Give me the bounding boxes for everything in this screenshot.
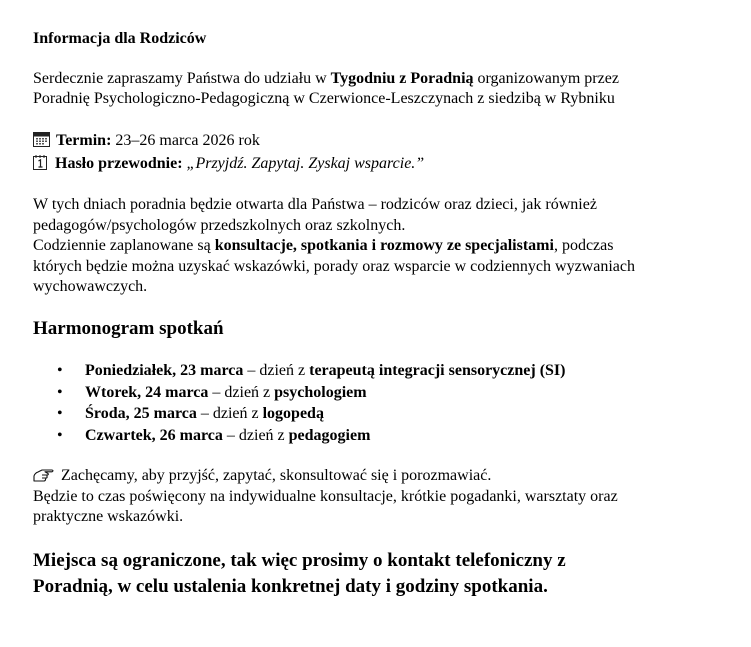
schedule-item (33, 403, 565, 425)
description-highlight: konsultacje, spotkania i rozmowy ze specjalistami (214, 237, 554, 254)
notice-paragraph (33, 548, 566, 600)
bullet: • (57, 426, 63, 444)
schedule-separator: – dzień z (222, 426, 289, 444)
schedule-heading: Harmonogram spotkań (33, 318, 224, 339)
bullet: • (57, 383, 63, 401)
bullet: • (57, 362, 63, 379)
intro-paragraph (33, 69, 619, 109)
description-paragraph (33, 195, 635, 298)
termin-value: 23–26 marca 2026 rok (111, 132, 260, 149)
termin-line (33, 131, 260, 151)
schedule-separator: – dzień z (196, 405, 263, 422)
termin-label: Termin: (56, 132, 112, 149)
encourage-line-1 (33, 466, 618, 487)
schedule-specialist: logopedą (262, 405, 324, 422)
schedule-specialist: pedagogiem (288, 426, 371, 444)
document-title: Informacja dla Rodziców (33, 30, 207, 47)
schedule-item (33, 425, 565, 447)
description-line-3 (33, 236, 635, 257)
intro-line-1 (33, 69, 619, 89)
description-line-4: których będzie można uzyskać wskazówki, porady oraz wsparcie w codziennych wyzwaniach (33, 257, 635, 275)
intro-text: organizowanym przez (473, 70, 619, 87)
notice-line-1: Miejsca są ograniczone, tak więc prosimy o kontakt telefoniczny z (33, 550, 566, 571)
schedule-specialist: terapeutą integracji sensorycznej (SI) (309, 362, 566, 379)
schedule-day: Poniedziałek, 23 marca (85, 362, 244, 379)
description-line-5: wychowawczych. (33, 278, 148, 295)
encourage-text: Zachęcamy, aby przyjść, zapytać, skonsultować się i porozmawiać. (57, 467, 492, 484)
haslo-label: Hasło przewodnie: (55, 155, 183, 172)
notice-line-2: Poradnią, w celu ustalenia konkretnej daty i godziny spotkania. (33, 576, 548, 597)
schedule-day: Wtorek, 24 marca (85, 383, 209, 401)
description-line-2: pedagogów/psychologów przedszkolnych oraz szkolnych. (33, 216, 406, 234)
calendar-page-icon (33, 155, 47, 170)
schedule-day: Czwartek, 26 marca (85, 426, 223, 444)
encourage-line-3: praktyczne wskazówki. (33, 508, 184, 525)
schedule-specialist: psychologiem (274, 383, 367, 401)
schedule-item (33, 360, 565, 382)
bullet: • (57, 405, 63, 422)
description-text: Codziennie zaplanowane są (33, 237, 215, 254)
schedule-list (33, 360, 565, 446)
encourage-paragraph (33, 466, 618, 528)
description-line-1: W tych dniach poradnia będzie otwarta dla Państwa – rodziców oraz dzieci, jak również (33, 196, 597, 213)
schedule-item (33, 382, 565, 404)
encourage-line-2: Będzie to czas poświęcony na indywidualne konsultacje, krótkie pogadanki, warsztaty oraz (33, 487, 618, 505)
intro-line-2: Poradnię Psychologiczno-Pedagogiczną w Czerwionce-Leszczynach z siedzibą w Rybniku (33, 90, 615, 107)
calendar-icon (33, 132, 50, 147)
event-name: Tygodniu z Poradnią (330, 70, 474, 87)
pointing-hand-icon (33, 468, 55, 482)
description-text: , podczas (553, 237, 614, 254)
schedule-separator: – dzień z (243, 362, 310, 379)
intro-text: Serdecznie zapraszamy Państwa do udziału w (33, 70, 331, 87)
haslo-value: „Przyjdź. Zapytaj. Zyskaj wsparcie.” (186, 155, 425, 172)
schedule-separator: – dzień z (208, 383, 275, 401)
schedule-day: Środa, 25 marca (85, 405, 197, 422)
haslo-line (33, 154, 424, 174)
